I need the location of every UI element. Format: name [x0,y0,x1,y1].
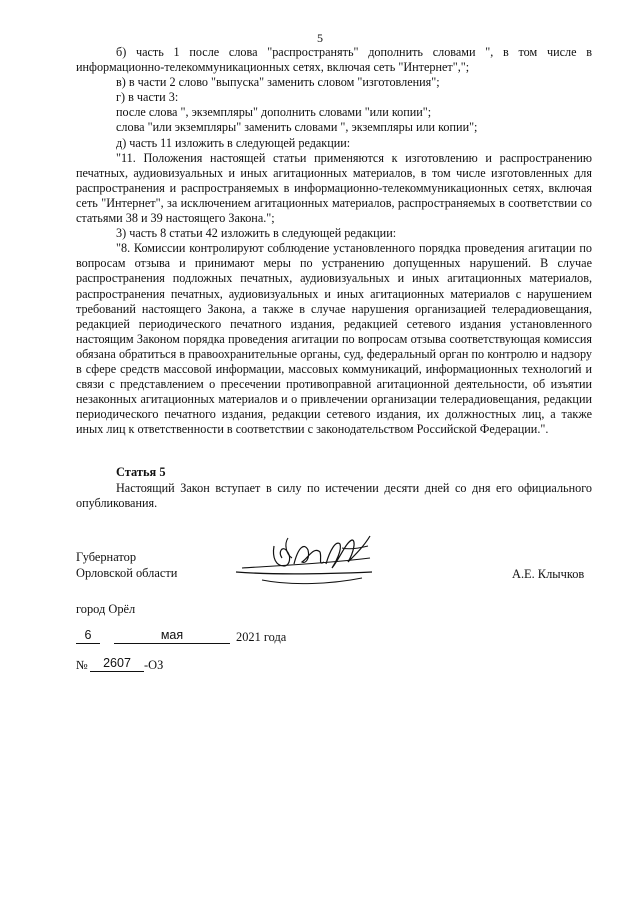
page-number: 5 [317,31,323,45]
governor-name: А.Е. Клычков [512,567,585,581]
governor-title-line-2: Орловской области [76,566,178,580]
paragraph-g-item-1: после слова ", экземпляры" дополнить словами "или копии"; [116,105,432,120]
paragraph-d: д) часть 11 изложить в следующей редакции: [116,135,351,150]
paragraph-g: г) в части 3: [116,90,179,105]
city: город Орёл [76,602,136,616]
law-number-underline [90,671,144,672]
law-amendments-text [76,45,592,437]
governor-title-line-1: Губернатор [76,550,137,564]
governor-title [76,549,177,581]
date-day-underline [76,643,100,644]
paragraph-b: б) часть 1 после слова "распространять" дополнить словами ", в том числе в информационно-телекоммуникационных сетях, включая сеть "Интернет","; [76,45,592,75]
paragraph-3: 3) часть 8 статьи 42 изложить в следующей редакции: [116,226,397,241]
law-number-prefix: № [76,658,88,672]
signing-date [76,628,376,648]
date-month-underline [114,643,230,644]
date-day: 6 [84,628,92,642]
date-year: 2021 года [236,630,287,644]
article-5-text: Настоящий Закон вступает в силу по истечении десяти дней со дня его официального опубликования. [76,481,592,511]
article-5-heading: Статья 5 [116,465,166,479]
handwritten-signature [232,528,382,600]
date-month: мая [160,628,184,642]
paragraph-v: в) в части 2 слово "выпуска" заменить словом "изготовления"; [116,75,440,90]
paragraph-g-item-2: слова "или экземпляры" заменить словами ", экземпляры или копии"; [116,120,478,135]
paragraph-3-quote: "8. Комиссии контролируют соблюдение установленного порядка проведения агитации по вопросам отзыва и принимают меры по устранению допущенных нарушений. В случае распространения подложных печатных, аудиовизуальных и иных агитационных материалов, распространения печатных, аудиовизуальных и иных агитационных материалов с нарушением требований настоящего Закона, а также в случае нарушения организацией телерадиовещания, редакцией периодического печатного издания, редакцией сетевого издания установленного настоящим Законом порядка проведения агитации по вопросам отзыва соответствующая комиссия обязана обратиться в правоохранительные органы, суд, федеральный орган по контролю и надзору в сфере средств массовой информации, массовых коммуникаций, информационных технологий и связи с представлением о пресечении противоправной агитационной деятельности, об изъятии незаконных агитационных материалов и о привлечении организации телерадиовещания, редакции периодического печатного издания, редакции сетевого издания, их должностных лиц, а также иных лиц к ответственности в соответствии с законодательством Российской Федерации.". [76,241,592,437]
law-number-value: 2607 [103,656,131,670]
paragraph-d-quote: "11. Положения настоящей статьи применяются к изготовлению и распространению печатных, аудиовизуальных и иных агитационных материалов, в том числе изготовленных для распространения и распространяемых в информационно-телекоммуникационных сетях, включая сеть "Интернет", за исключением агитационных материалов, распространяемых в соответствии со статьями 38 и 39 настоящего Закона."; [76,150,592,226]
law-number [76,656,276,676]
law-number-suffix: -ОЗ [144,658,164,672]
